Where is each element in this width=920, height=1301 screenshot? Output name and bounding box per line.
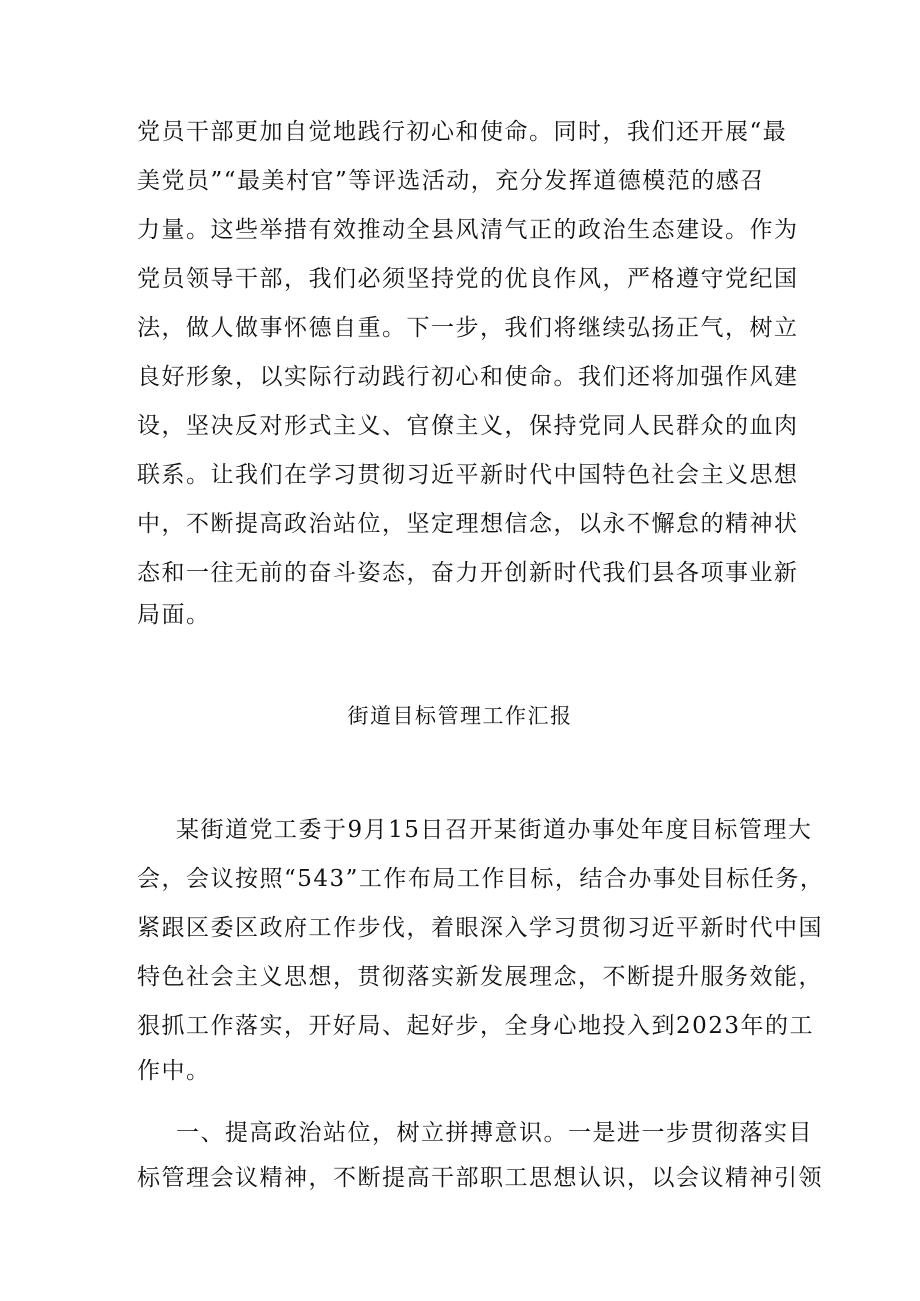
section-title: 街道目标管理工作汇报 <box>347 704 573 728</box>
paragraph-line: 紧跟区委区政府工作步伐，着眼深入学习贯彻习近平新时代中国 <box>137 915 823 941</box>
paragraph-line: 一、提高政治站位，树立拼搏意识。一是进一步贯彻落实目 <box>176 1120 813 1146</box>
paragraph-line: 标管理会议精神，不断提高干部职工思想认识，以会议精神引领 <box>137 1165 823 1191</box>
paragraph-line: 美党员”“最美村官”等评选活动，充分发挥道德模范的感召 <box>137 168 765 194</box>
paragraph-line: 设，坚决反对形式主义、官僚主义，保持党同人民群众的血肉 <box>137 413 799 439</box>
paragraph-line: 党员干部更加自觉地践行初心和使命。同时，我们还开展“最 <box>137 119 788 145</box>
paragraph-line: 特色社会主义思想，贯彻落实新发展理念，不断提升服务效能， <box>137 964 823 990</box>
paragraph-line: 力量。这些举措有效推动全县风清气正的政治生态建设。作为 <box>137 217 799 243</box>
paragraph-line: 态和一往无前的奋斗姿态，奋力开创新时代我们县各项事业新 <box>137 560 799 586</box>
paragraph-line: 局面。 <box>137 602 211 628</box>
paragraph-line: 狠抓工作落实，开好局、起好步，全身心地投入到2023年的工 <box>137 1013 815 1039</box>
paragraph-line: 良好形象，以实际行动践行初心和使命。我们还将加强作风建 <box>137 364 799 390</box>
paragraph-line: 党员领导干部，我们必须坚持党的优良作风，严格遵守党纪国 <box>137 266 799 292</box>
paragraph-line: 法，做人做事怀德自重。下一步，我们将继续弘扬正气，树立 <box>137 315 799 341</box>
paragraph-line: 作中。 <box>137 1058 211 1084</box>
paragraph-line: 联系。让我们在学习贯彻习近平新时代中国特色社会主义思想 <box>137 462 799 488</box>
paragraph-line: 会，会议按照“543”工作布局工作目标，结合办事处目标任务， <box>137 866 825 892</box>
paragraph-line: 中，不断提高政治站位，坚定理想信念，以永不懈怠的精神状 <box>137 511 799 537</box>
paragraph-line: 某街道党工委于9月15日召开某街道办事处年度目标管理大 <box>176 817 813 843</box>
